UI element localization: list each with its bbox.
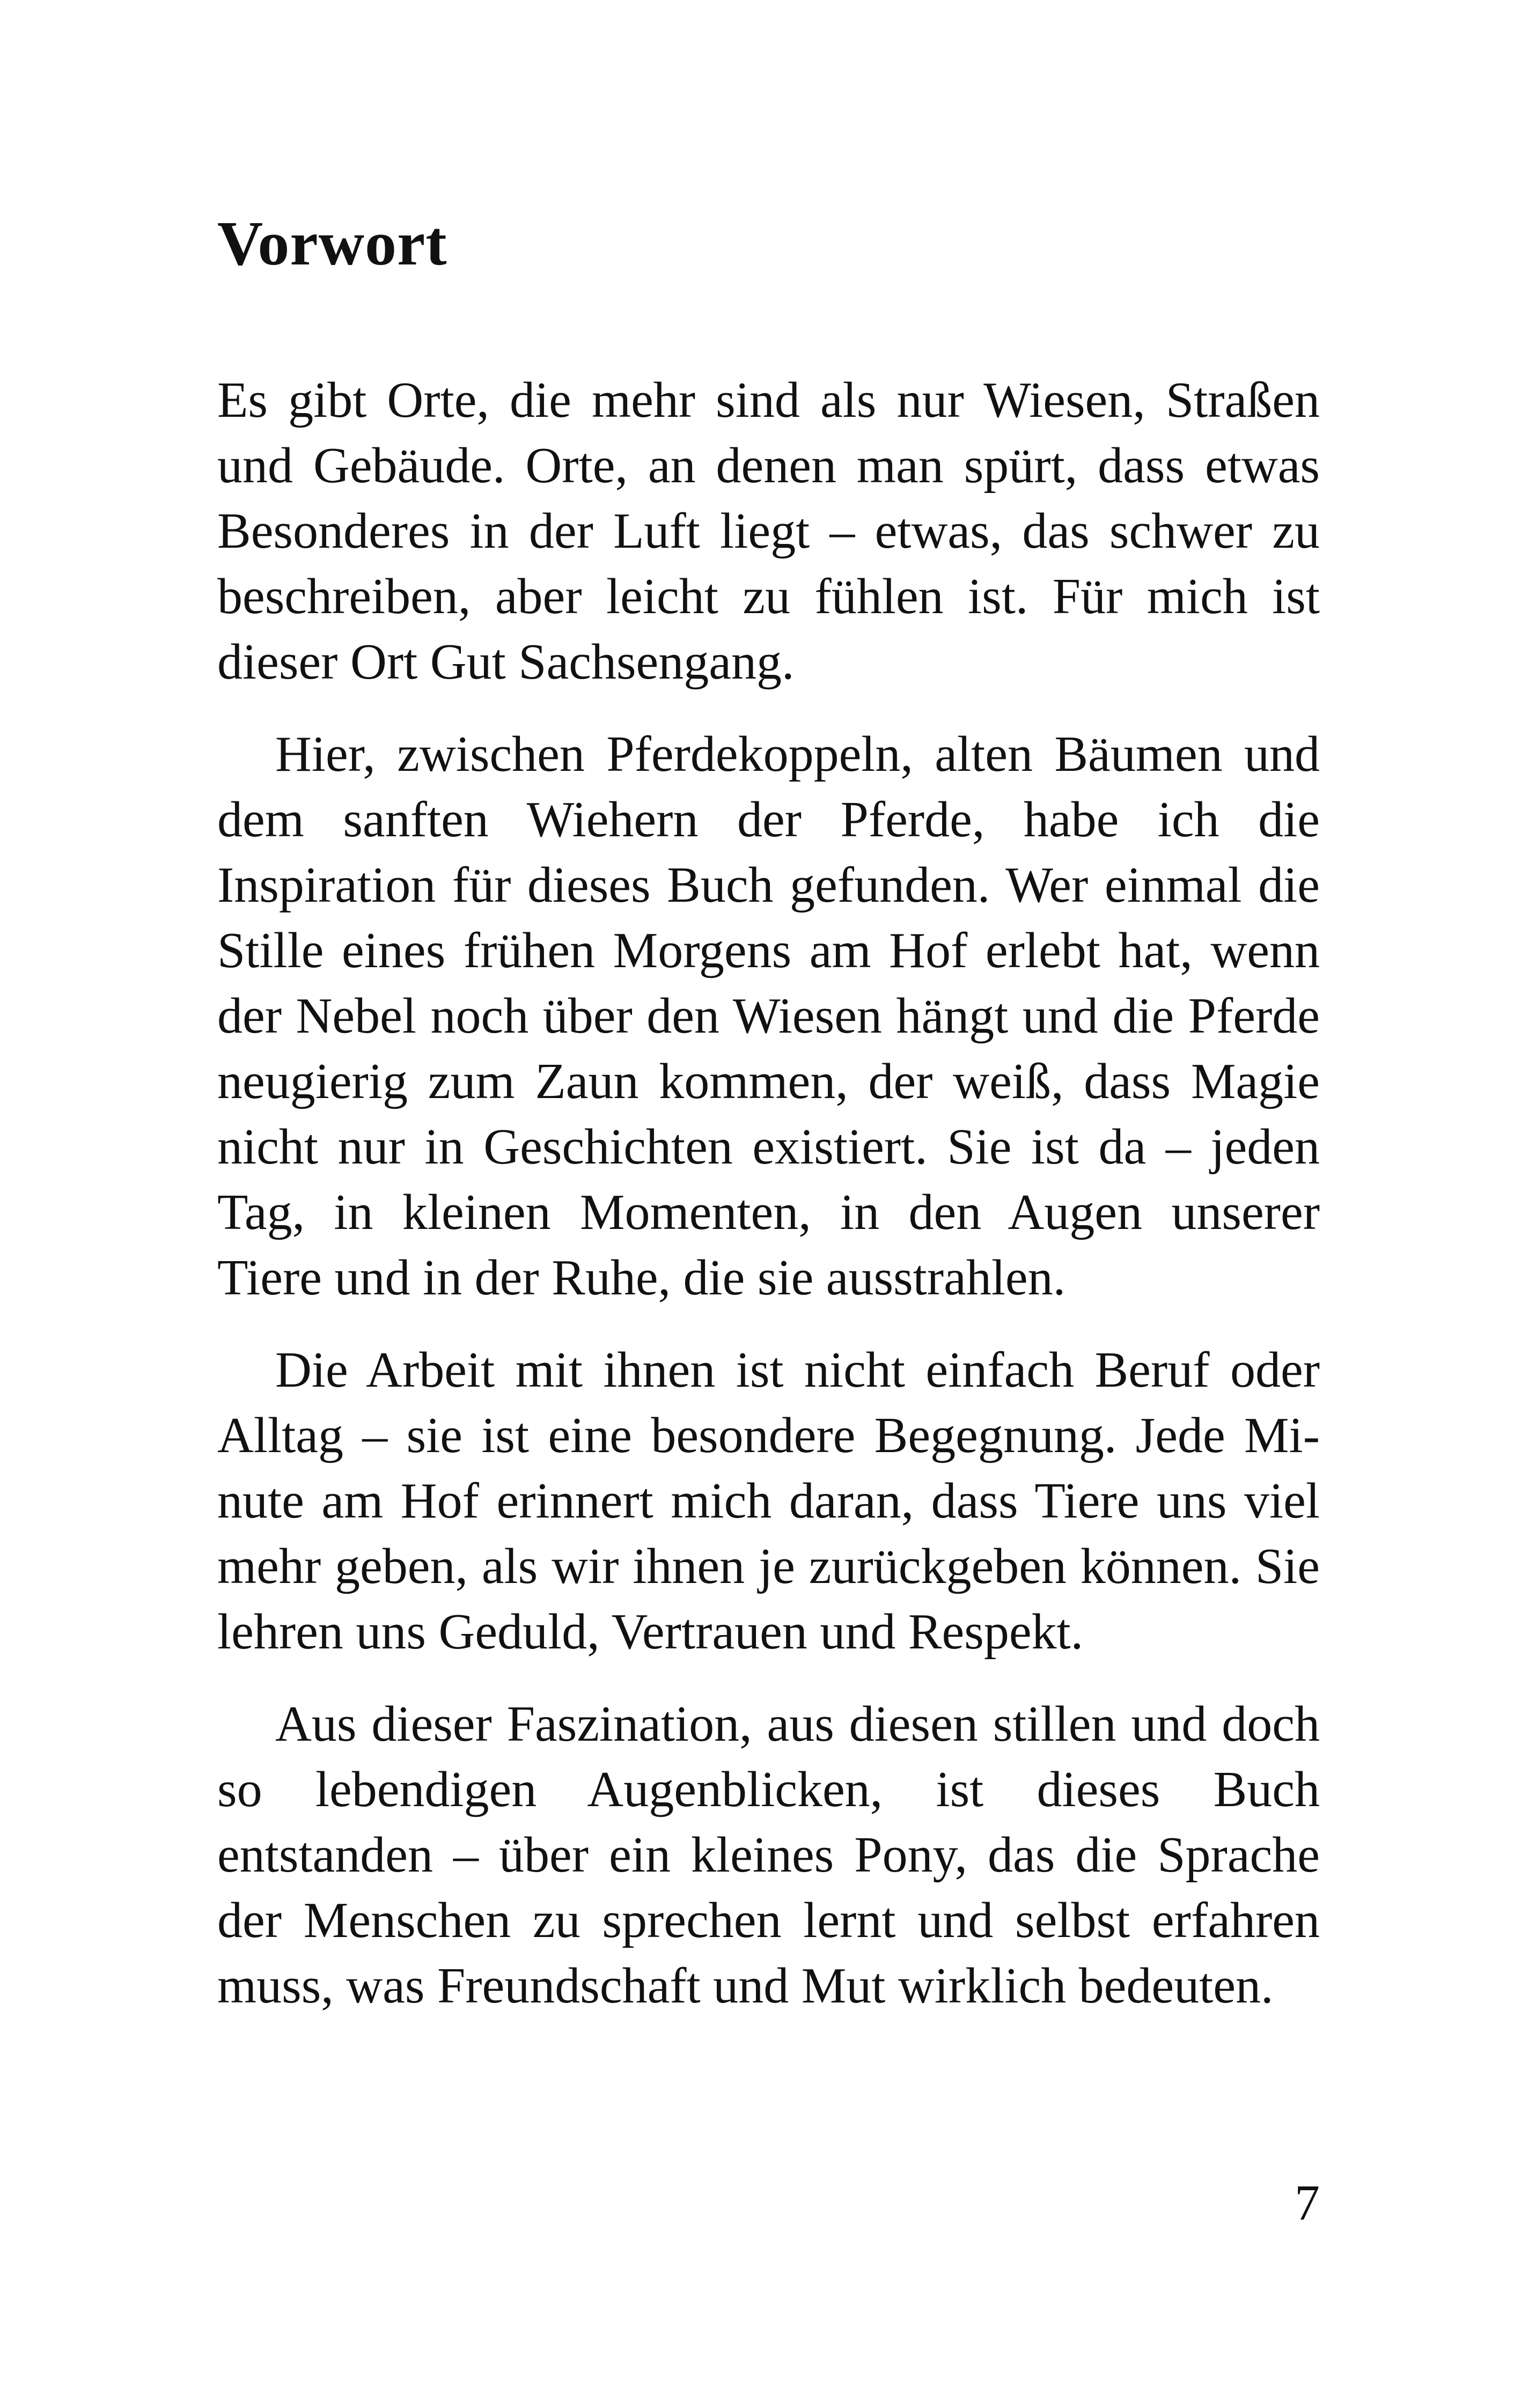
paragraph: Hier, zwischen Pferdekoppeln, alten Bäumen und dem sanften Wiehern der Pferde, habe ich die Inspiration für dieses Buch gefunden. Wer einmal die Stille eines frühen Morgens am Hof erlebt hat, wenn der Nebel noch über den Wiesen hängt und die Pferde neugierig zum Zaun kommen, der weiß, dass Magie nicht nur in Geschichten existiert. Sie ist da – jeden Tag, in kleinen Momenten, in den Augen unserer Tiere und in der Ruhe, die sie ausstrahlen. xyxy=(217,726,1320,1306)
paragraph: Die Arbeit mit ihnen ist nicht einfach Beruf oder Alltag – sie ist eine besondere Begegnung. Jede Minute am Hof erinnert mich daran, dass Tiere uns viel mehr geben, als wir ihnen je zurückgeben können. Sie lehren uns Geduld, Vertrauen und Respekt. xyxy=(217,1342,1320,1660)
paragraph: Aus dieser Faszination, aus diesen stillen und doch so lebendigen Augenblicken, ist dieses Buch entstanden – über ein kleines Pony, das die Sprache der Menschen zu sprechen lernt und selbst erfahren muss, was Freundschaft und Mut wirklich bedeuten. xyxy=(217,1696,1320,2014)
paragraph: Es gibt Orte, die mehr sind als nur Wiesen, Straßen und Gebäude. Orte, an denen man spürt, dass etwas Besonderes in der Luft liegt – etwas, das schwer zu beschreiben, aber leicht zu fühlen ist. Für mich ist dieser Ort Gut Sachsengang. xyxy=(217,372,1320,690)
body-text xyxy=(217,367,1320,2045)
chapter-title: Vorwort xyxy=(217,208,447,278)
page-number: 7 xyxy=(1295,2175,1320,2231)
